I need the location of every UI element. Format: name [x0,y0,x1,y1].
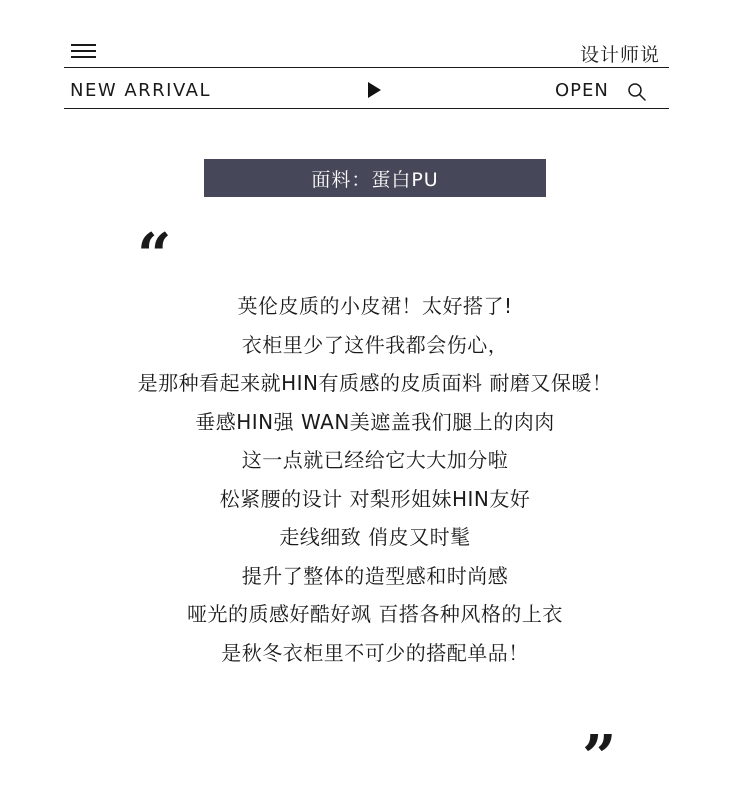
description-line: 垂感HIN强 WAN美遮盖我们腿上的肉肉 [195,409,555,434]
open-button[interactable]: OPEN [555,80,609,101]
description-line: 是秋冬衣柜里不可少的搭配单品！ [221,640,529,665]
search-icon[interactable] [627,82,647,102]
description-line: 衣柜里少了这件我都会伤心， [241,332,509,357]
description-line: 松紧腰的设计 对梨形姐妹HIN友好 [219,486,531,511]
close-quote-mark: ” [582,723,617,793]
open-quote-mark: “ [137,221,172,291]
header-top-divider [64,67,669,68]
description-line: 哑光的质感好酷好飒 百搭各种风格的上衣 [187,602,563,626]
description-line: 英伦皮质的小皮裙！太好搭了! [237,294,513,318]
fabric-banner-label: 面料：蛋白PU [311,168,439,191]
new-arrival-label[interactable]: NEW ARRIVAL [70,80,211,101]
description-line: 这一点就已经给它大大加分啦 [241,448,509,472]
description-line: 走线细致 俏皮又时髦 [279,525,471,549]
menu-icon-bar [71,56,96,58]
menu-icon-bar [71,50,96,52]
menu-icon-bar [71,44,96,46]
designer-note-link[interactable]: 设计师说 [579,44,660,66]
fabric-banner [204,159,546,197]
hamburger-menu-icon[interactable] [71,44,96,59]
description-line: 是那种看起来就HIN有质感的皮质面料 耐磨又保暖！ [137,371,613,395]
product-description [0,287,750,672]
description-line: 提升了整体的造型感和时尚感 [241,563,509,588]
header-bottom-divider [64,108,669,109]
play-icon[interactable] [368,82,381,98]
